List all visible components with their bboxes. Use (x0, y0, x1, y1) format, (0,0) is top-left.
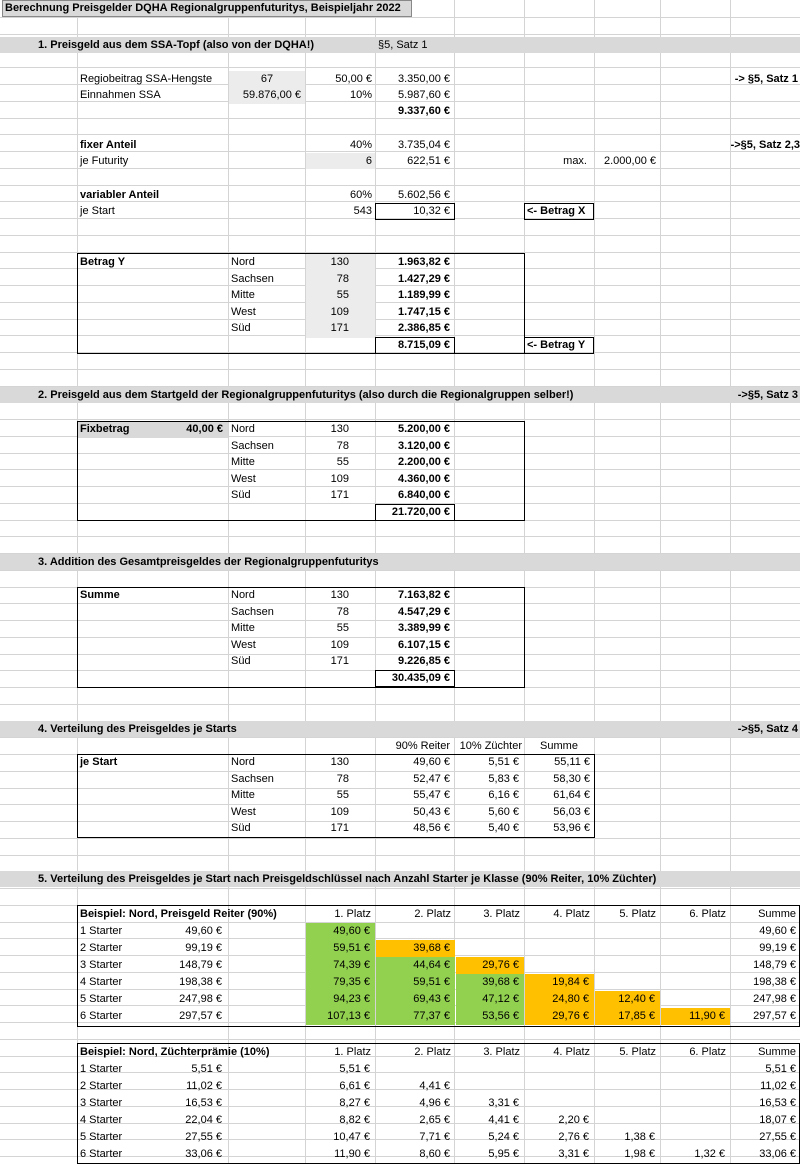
region-name[interactable]: Nord (231, 589, 255, 601)
region-value[interactable]: 3.120,00 € (398, 439, 450, 452)
row-sum[interactable]: 99,19 € (759, 942, 796, 954)
regio-total[interactable]: 3.350,00 € (398, 73, 450, 85)
row-sum[interactable]: 16,53 € (759, 1097, 796, 1109)
starter-label[interactable]: 3 Starter (80, 1097, 123, 1109)
place-value[interactable]: 1,98 € (624, 1148, 655, 1160)
place-value[interactable] (375, 1061, 450, 1077)
ssa-total[interactable]: 5.987,60 € (398, 89, 450, 101)
sheet-title[interactable]: Berechnung Preisgelder DQHA Regionalgruppenfuturitys, Beispieljahr 2022 (2, 0, 412, 17)
fix-pct[interactable]: 40% (349, 139, 372, 151)
var-label[interactable]: variabler Anteil (80, 189, 160, 201)
var-pct[interactable]: 60% (349, 189, 372, 201)
place-value[interactable] (594, 940, 655, 956)
region-value[interactable]: 1.189,99 € (398, 289, 450, 302)
row-sum[interactable]: 198,38 € (753, 976, 796, 988)
place-value[interactable] (660, 957, 725, 973)
jestart-label[interactable]: je Start (80, 205, 115, 217)
starter-label[interactable]: 2 Starter (80, 1080, 123, 1092)
row-sum[interactable]: 27,55 € (759, 1131, 796, 1143)
summe-table (77, 587, 525, 688)
place-value[interactable]: 5,24 € (488, 1131, 519, 1143)
section-1-ref[interactable]: §5, Satz 1 (378, 39, 428, 51)
region-name[interactable]: Mitte (231, 789, 255, 802)
place-value[interactable] (660, 974, 725, 990)
grid-row-line (0, 419, 800, 420)
grid-row-line (0, 704, 800, 705)
starter-label[interactable]: 5 Starter (80, 993, 123, 1005)
starter-amount[interactable]: 198,38 € (179, 976, 222, 988)
place-value[interactable]: 5,95 € (488, 1148, 519, 1160)
grid-row-line (0, 369, 800, 370)
jefut-total[interactable]: 622,51 € (407, 155, 450, 167)
region-count[interactable]: 171 (330, 655, 349, 668)
place-value[interactable] (594, 923, 655, 939)
place-value[interactable] (524, 1061, 589, 1077)
place-value[interactable]: 53,56 € (482, 1010, 519, 1022)
place-value[interactable]: 10,47 € (333, 1131, 370, 1143)
place-value[interactable]: 11,90 € (334, 1148, 370, 1160)
place-header[interactable]: 5. Platz (619, 1046, 656, 1058)
place-value[interactable]: 8,60 € (419, 1148, 450, 1160)
region-count[interactable]: 55 (336, 789, 349, 802)
place-value[interactable]: 94,23 € (333, 993, 370, 1005)
region-value[interactable]: 7.163,82 € (398, 589, 450, 601)
region-value[interactable]: 6.840,00 € (398, 489, 450, 502)
starter-amount[interactable]: 148,79 € (179, 959, 222, 971)
place-header[interactable]: 1. Platz (334, 1046, 371, 1058)
grid-row-line (0, 185, 800, 186)
section-4-ref[interactable]: ->§5, Satz 4 (737, 723, 798, 735)
region-count[interactable]: 130 (330, 256, 349, 268)
grid-row-line (0, 838, 800, 839)
region-name[interactable]: West (231, 472, 256, 485)
place-value[interactable] (455, 1078, 519, 1094)
starter-amount[interactable]: 22,04 € (185, 1114, 222, 1126)
place-value[interactable]: 74,39 € (333, 959, 370, 971)
summe-value[interactable]: 53,96 € (553, 822, 590, 835)
region-count[interactable]: 109 (330, 638, 349, 651)
place-value[interactable]: 59,51 € (413, 976, 450, 988)
place-value[interactable]: 39,68 € (482, 976, 519, 988)
max-value[interactable]: 2.000,00 € (604, 155, 656, 167)
place-value[interactable]: 19,84 € (552, 976, 589, 988)
place-value[interactable] (660, 991, 725, 1007)
region-value[interactable]: 1.963,82 € (398, 256, 450, 268)
place-value[interactable]: 2,20 € (558, 1114, 589, 1126)
starter-amount[interactable]: 247,98 € (179, 993, 222, 1005)
place-value[interactable]: 44,64 € (413, 959, 450, 971)
s3-total[interactable]: 30.435,09 € (391, 672, 450, 684)
place-header[interactable]: Summe (758, 1046, 796, 1058)
starter-amount[interactable]: 11,02 € (186, 1080, 222, 1092)
var-total[interactable]: 5.602,56 € (398, 189, 450, 201)
region-value[interactable]: 4.547,29 € (398, 605, 450, 618)
region-name[interactable]: Nord (231, 756, 255, 768)
fix-total[interactable]: 3.735,04 € (398, 139, 450, 151)
summe-value[interactable]: 55,11 € (554, 756, 590, 768)
place-value[interactable]: 24,80 € (552, 993, 589, 1005)
ssa-amount[interactable]: 59.876,00 € (242, 89, 301, 101)
region-count[interactable]: 130 (330, 756, 349, 768)
zuechter-value[interactable]: 5,51 € (488, 756, 519, 768)
starter-amount[interactable]: 27,55 € (185, 1131, 222, 1143)
place-value[interactable] (594, 1112, 655, 1128)
place-value[interactable]: 2,65 € (419, 1114, 450, 1126)
place-value[interactable] (455, 923, 519, 939)
place-value[interactable] (524, 1078, 589, 1094)
section-5-header[interactable]: 5. Verteilung des Preisgeldes je Start nach Preisgeldschlüssel nach Anzahl Starter je Klasse (90% Reiter, 10% Züchter) (38, 873, 657, 885)
region-count[interactable]: 171 (330, 822, 349, 835)
place-value[interactable]: 3,31 € (558, 1148, 589, 1160)
grid-row-line (0, 888, 800, 889)
starter-label[interactable]: 3 Starter (80, 959, 123, 971)
fix-label[interactable]: fixer Anteil (80, 139, 137, 151)
place-value[interactable] (594, 974, 655, 990)
col-reiter[interactable]: 90% Reiter (395, 740, 450, 752)
example-title[interactable]: Beispiel: Nord, Preisgeld Reiter (90%) (80, 908, 277, 920)
grid-row-line (0, 67, 800, 68)
region-value[interactable]: 9.226,85 € (398, 655, 450, 668)
reiter-value[interactable]: 55,47 € (413, 789, 450, 802)
place-header[interactable]: 4. Platz (553, 1046, 590, 1058)
section-2-header[interactable]: 2. Preisgeld aus dem Startgeld der Regionalgruppenfuturitys (also durch die Regionalgruppen selber!) (38, 389, 574, 401)
s2-total[interactable]: 21.720,00 € (391, 506, 450, 518)
region-name[interactable]: Mitte (231, 289, 255, 302)
starter-amount[interactable]: 49,60 € (185, 925, 222, 937)
grid-row-line (0, 536, 800, 537)
place-value[interactable] (375, 923, 450, 939)
summe-value[interactable]: 61,64 € (553, 789, 590, 802)
region-name[interactable]: Sachsen (231, 439, 274, 452)
starter-amount[interactable]: 297,57 € (179, 1010, 222, 1022)
place-header[interactable]: 2. Platz (414, 1046, 451, 1058)
place-value[interactable] (660, 923, 725, 939)
place-value[interactable] (594, 1061, 655, 1077)
reiter-value[interactable]: 48,56 € (413, 822, 450, 835)
starter-amount[interactable]: 33,06 € (185, 1148, 222, 1160)
place-value[interactable]: 29,76 € (552, 1010, 589, 1022)
region-value[interactable]: 1.747,15 € (398, 305, 450, 318)
jestart-table-label[interactable]: je Start (80, 756, 118, 768)
region-count[interactable]: 55 (336, 456, 349, 469)
section-2-ref[interactable]: ->§5, Satz 3 (737, 389, 798, 401)
place-value[interactable]: 59,51 € (333, 942, 370, 954)
arrow-ref-1[interactable]: -> §5, Satz 1 (734, 73, 798, 85)
place-value[interactable] (660, 1095, 725, 1111)
region-count[interactable]: 171 (330, 489, 349, 502)
place-value[interactable] (524, 923, 589, 939)
betragy-title[interactable]: Betrag Y (80, 256, 126, 268)
jestart-count[interactable]: 543 (353, 205, 372, 217)
region-value[interactable]: 6.107,15 € (398, 638, 450, 651)
place-header[interactable]: 2. Platz (414, 908, 451, 920)
region-count[interactable]: 78 (336, 439, 349, 452)
starter-label[interactable]: 1 Starter (80, 925, 123, 937)
region-value[interactable]: 3.389,99 € (398, 622, 450, 635)
regio-rate[interactable]: 50,00 € (335, 73, 372, 85)
place-value[interactable]: 107,13 € (327, 1010, 370, 1022)
place-value[interactable]: 5,51 € (339, 1063, 370, 1075)
starter-label[interactable]: 2 Starter (80, 942, 123, 954)
zuechter-value[interactable]: 5,40 € (488, 822, 519, 835)
place-value[interactable]: 11,90 € (689, 1010, 725, 1022)
place-value[interactable] (524, 940, 589, 956)
regio-count[interactable]: 67 (260, 73, 274, 85)
place-value[interactable] (660, 1112, 725, 1128)
place-header[interactable]: 6. Platz (689, 1046, 726, 1058)
zuechter-value[interactable]: 6,16 € (488, 789, 519, 802)
region-count[interactable]: 109 (330, 805, 349, 818)
row-sum[interactable]: 247,98 € (753, 993, 796, 1005)
region-name[interactable]: Nord (231, 423, 255, 435)
zuechter-value[interactable]: 5,83 € (488, 772, 519, 785)
betragy-table (77, 253, 525, 354)
place-value[interactable] (455, 940, 519, 956)
section-4-header[interactable]: 4. Verteilung des Preisgeldes je Starts (38, 723, 237, 735)
place-value[interactable]: 2,76 € (558, 1131, 589, 1143)
region-name[interactable]: West (231, 805, 256, 818)
col-summe[interactable]: Summe (540, 740, 578, 752)
place-value[interactable]: 1,38 € (624, 1131, 655, 1143)
place-value[interactable]: 7,71 € (419, 1131, 450, 1143)
y-total[interactable]: 8.715,09 € (398, 339, 450, 351)
row-sum[interactable]: 11,02 € (760, 1080, 796, 1092)
place-value[interactable]: 8,82 € (339, 1114, 370, 1126)
region-count[interactable]: 78 (336, 772, 349, 785)
zuechter-value[interactable]: 5,60 € (488, 805, 519, 818)
place-value[interactable]: 3,31 € (488, 1097, 519, 1109)
starter-label[interactable]: 6 Starter (80, 1148, 123, 1160)
region-count[interactable]: 78 (336, 272, 349, 285)
place-value[interactable] (660, 1078, 725, 1094)
place-header[interactable]: Summe (758, 908, 796, 920)
max-label[interactable]: max. (563, 155, 587, 167)
jefut-label[interactable]: je Futurity (80, 155, 129, 167)
place-value[interactable]: 12,40 € (618, 993, 655, 1005)
place-value[interactable]: 4,41 € (488, 1114, 519, 1126)
place-value[interactable]: 79,35 € (333, 976, 370, 988)
region-count[interactable]: 171 (330, 322, 349, 335)
starter-label[interactable]: 4 Starter (80, 976, 123, 988)
place-header[interactable]: 3. Platz (483, 1046, 520, 1058)
place-value[interactable] (594, 957, 655, 973)
starter-label[interactable]: 4 Starter (80, 1114, 123, 1126)
region-name[interactable]: West (231, 305, 256, 318)
region-name[interactable]: Süd (231, 489, 251, 502)
region-name[interactable]: Süd (231, 655, 251, 668)
place-value[interactable]: 6,61 € (339, 1080, 370, 1092)
starter-label[interactable]: 1 Starter (80, 1063, 123, 1075)
place-value[interactable] (455, 1061, 519, 1077)
place-header[interactable]: 4. Platz (553, 908, 590, 920)
col-zuechter[interactable]: 10% Züchter (459, 740, 522, 752)
starter-label[interactable]: 5 Starter (80, 1131, 123, 1143)
place-value[interactable]: 4,96 € (419, 1097, 450, 1109)
place-value[interactable]: 8,27 € (339, 1097, 370, 1109)
region-value[interactable]: 1.427,29 € (398, 272, 450, 285)
regio-label[interactable]: Regiobeitrag SSA-Hengste (80, 73, 213, 85)
arrow-ref-2[interactable]: ->§5, Satz 2,3 (730, 139, 800, 151)
fixbetrag-label[interactable]: Fixbetrag (80, 423, 130, 435)
region-value[interactable]: 2.200,00 € (398, 456, 450, 469)
region-count[interactable]: 55 (336, 289, 349, 302)
grid-row-line (0, 1039, 800, 1040)
region-name[interactable]: Süd (231, 322, 251, 335)
fixbetrag-amount[interactable]: 40,00 € (186, 423, 223, 435)
jefut-count[interactable]: 6 (365, 155, 372, 167)
row-sum[interactable]: 297,57 € (753, 1010, 796, 1022)
region-count[interactable]: 130 (330, 589, 349, 601)
place-value[interactable] (524, 1095, 589, 1111)
place-value[interactable] (660, 940, 725, 956)
row-sum[interactable]: 5,51 € (765, 1063, 796, 1075)
region-name[interactable]: Nord (231, 256, 255, 268)
grid-row-line (0, 855, 800, 856)
place-header[interactable]: 3. Platz (483, 908, 520, 920)
reiter-value[interactable]: 52,47 € (413, 772, 450, 785)
region-name[interactable]: Sachsen (231, 772, 274, 785)
region-name[interactable]: Mitte (231, 456, 255, 469)
example-title[interactable]: Beispiel: Nord, Züchterprämie (10%) (80, 1046, 270, 1058)
grid-row-line (0, 17, 800, 18)
starter-label[interactable]: 6 Starter (80, 1010, 123, 1022)
region-name[interactable]: Sachsen (231, 272, 274, 285)
region-count[interactable]: 109 (330, 472, 349, 485)
ssa-pct[interactable]: 10% (349, 89, 372, 101)
section-1-header[interactable]: 1. Preisgeld aus dem SSA-Topf (also von der DQHA!) (38, 39, 315, 51)
place-value[interactable] (660, 1129, 725, 1145)
grid-row-line (0, 570, 800, 571)
region-name[interactable]: Sachsen (231, 605, 274, 618)
grid-row-line (0, 134, 800, 135)
reiter-value[interactable]: 49,60 € (413, 756, 450, 768)
place-value[interactable] (594, 1095, 655, 1111)
region-count[interactable]: 130 (330, 423, 349, 435)
starter-amount[interactable]: 16,53 € (185, 1097, 222, 1109)
region-count[interactable]: 55 (336, 622, 349, 635)
place-value[interactable]: 39,68 € (413, 942, 450, 954)
region-count[interactable]: 78 (336, 605, 349, 618)
place-value[interactable] (524, 957, 589, 973)
region-value[interactable]: 4.360,00 € (398, 472, 450, 485)
place-header[interactable]: 1. Platz (334, 908, 371, 920)
grid-row-line (0, 34, 800, 35)
summe-label[interactable]: Summe (80, 589, 120, 601)
place-value[interactable] (594, 1078, 655, 1094)
place-header[interactable]: 5. Platz (619, 908, 656, 920)
place-value[interactable]: 77,37 € (413, 1010, 450, 1022)
row-sum[interactable]: 33,06 € (759, 1148, 796, 1160)
starter-amount[interactable]: 5,51 € (191, 1063, 222, 1075)
region-value[interactable]: 2.386,85 € (398, 322, 450, 335)
row-sum[interactable]: 18,07 € (759, 1114, 796, 1126)
row-sum[interactable]: 148,79 € (753, 959, 796, 971)
place-value[interactable]: 17,85 € (618, 1010, 655, 1022)
region-value[interactable]: 5.200,00 € (398, 423, 450, 435)
place-value[interactable]: 4,41 € (419, 1080, 450, 1092)
region-count[interactable]: 109 (330, 305, 349, 318)
summe-value[interactable]: 58,30 € (553, 772, 590, 785)
region-name[interactable]: West (231, 638, 256, 651)
sum-total[interactable]: 9.337,60 € (398, 105, 450, 117)
place-value[interactable]: 1,32 € (694, 1148, 725, 1160)
region-name[interactable]: Mitte (231, 622, 255, 635)
section-3-header[interactable]: 3. Addition des Gesamtpreisgeldes der Regionalgruppenfuturitys (38, 556, 379, 568)
place-value[interactable]: 47,12 € (482, 993, 519, 1005)
jestart-total[interactable]: 10,32 € (413, 205, 450, 217)
starter-amount[interactable]: 99,19 € (185, 942, 222, 954)
row-sum[interactable]: 49,60 € (759, 925, 796, 937)
reiter-value[interactable]: 50,43 € (413, 805, 450, 818)
place-value[interactable]: 69,43 € (413, 993, 450, 1005)
ssa-label[interactable]: Einnahmen SSA (80, 89, 161, 101)
grid-row-line (0, 235, 800, 236)
betragx-label[interactable]: <- Betrag X (527, 205, 586, 217)
place-header[interactable]: 6. Platz (689, 908, 726, 920)
region-name[interactable]: Süd (231, 822, 251, 835)
place-value[interactable]: 29,76 € (482, 959, 519, 971)
summe-value[interactable]: 56,03 € (553, 805, 590, 818)
place-value[interactable] (660, 1061, 725, 1077)
betragy-arrow[interactable]: <- Betrag Y (527, 339, 586, 351)
place-value[interactable]: 49,60 € (333, 925, 370, 937)
